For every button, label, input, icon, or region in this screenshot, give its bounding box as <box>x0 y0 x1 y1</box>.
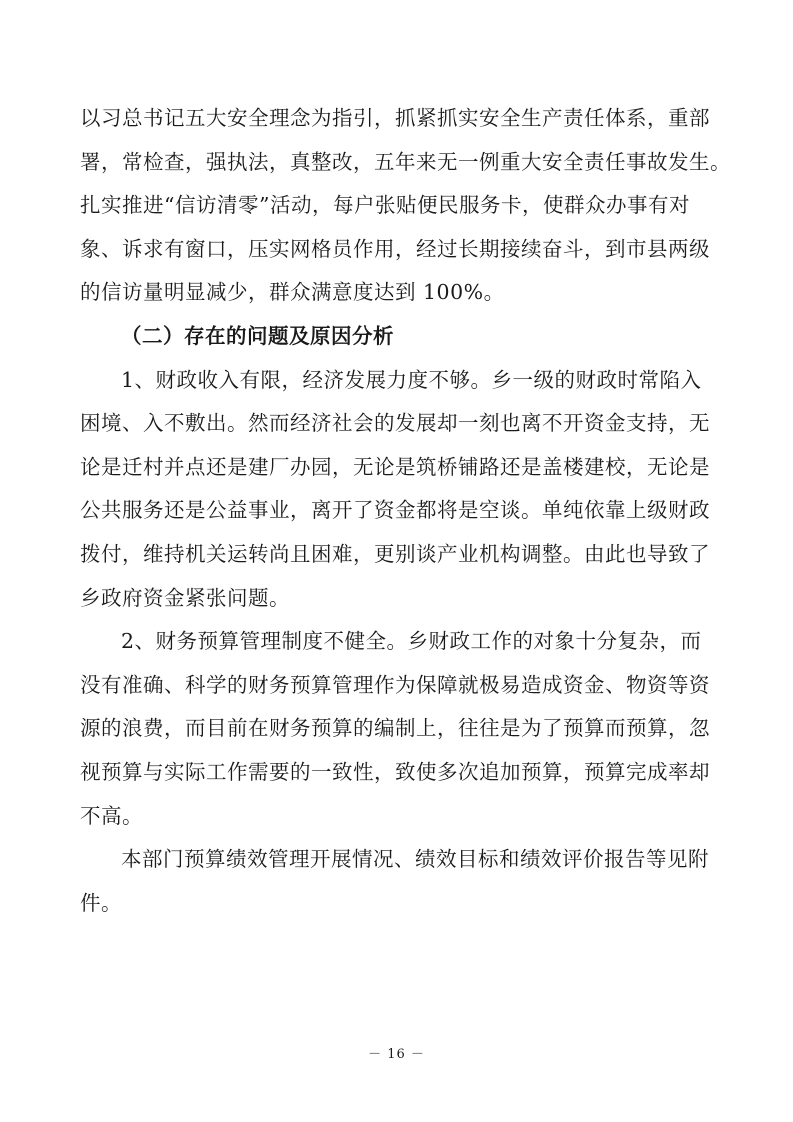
intro-line-3: 扎实推进“信访清零”活动，每户张贴便民服务卡，使群众办事有对 <box>80 193 690 218</box>
item2-line-3: 源的浪费，而目前在财务预算的编制上，往往是为了预算而预算，忽 <box>80 716 710 741</box>
section-heading: （二）存在的问题及原因分析 <box>121 323 394 348</box>
item1-line-2: 困境、入不敷出。然而经济社会的发展却一刻也离不开资金支持，无 <box>80 411 710 436</box>
item1-line-6: 乡政府资金紧张问题。 <box>80 585 290 610</box>
item1-line-3: 论是迁村并点还是建厂办园，无论是筑桥铺路还是盖楼建校，无论是 <box>80 454 710 479</box>
intro-line-2: 署，常检查，强执法，真整改，五年来无一例重大安全责任事故发生。 <box>80 149 731 174</box>
item2-line-1: 2、财务预算管理制度不健全。乡财政工作的对象十分复杂，而 <box>121 629 702 654</box>
intro-line-4: 象、诉求有窗口，压实网格员作用，经过长期接续奋斗，到市县两级 <box>80 236 710 261</box>
intro-line-1: 以习总书记五大安全理念为指引，抓紧抓实安全生产责任体系，重部 <box>80 106 710 130</box>
item2-line-2: 没有准确、科学的财务预算管理作为保障就极易造成资金、物资等资 <box>80 672 710 697</box>
body-text <box>80 97 731 925</box>
closing-line-2: 件。 <box>80 890 122 915</box>
item1-line-4: 公共服务还是公益事业，离开了资金都将是空谈。单纯依靠上级财政 <box>80 498 710 523</box>
intro-line-5: 的信访量明显减少，群众满意度达到 100%。 <box>80 280 505 305</box>
closing-line-1: 本部门预算绩效管理开展情况、绩效目标和绩效评价报告等见附 <box>121 847 709 872</box>
item2-line-4: 视预算与实际工作需要的一致性，致使多次追加预算，预算完成率却 <box>80 759 710 784</box>
item2-line-5: 不高。 <box>80 803 143 828</box>
item1-line-1: 1、财政收入有限，经济发展力度不够。乡一级的财政时常陷入 <box>121 367 702 392</box>
item1-line-5: 拨付，维持机关运转尚且困难，更别谈产业机构调整。由此也导致了 <box>80 541 710 566</box>
page-number: － 16 － <box>368 1047 425 1062</box>
